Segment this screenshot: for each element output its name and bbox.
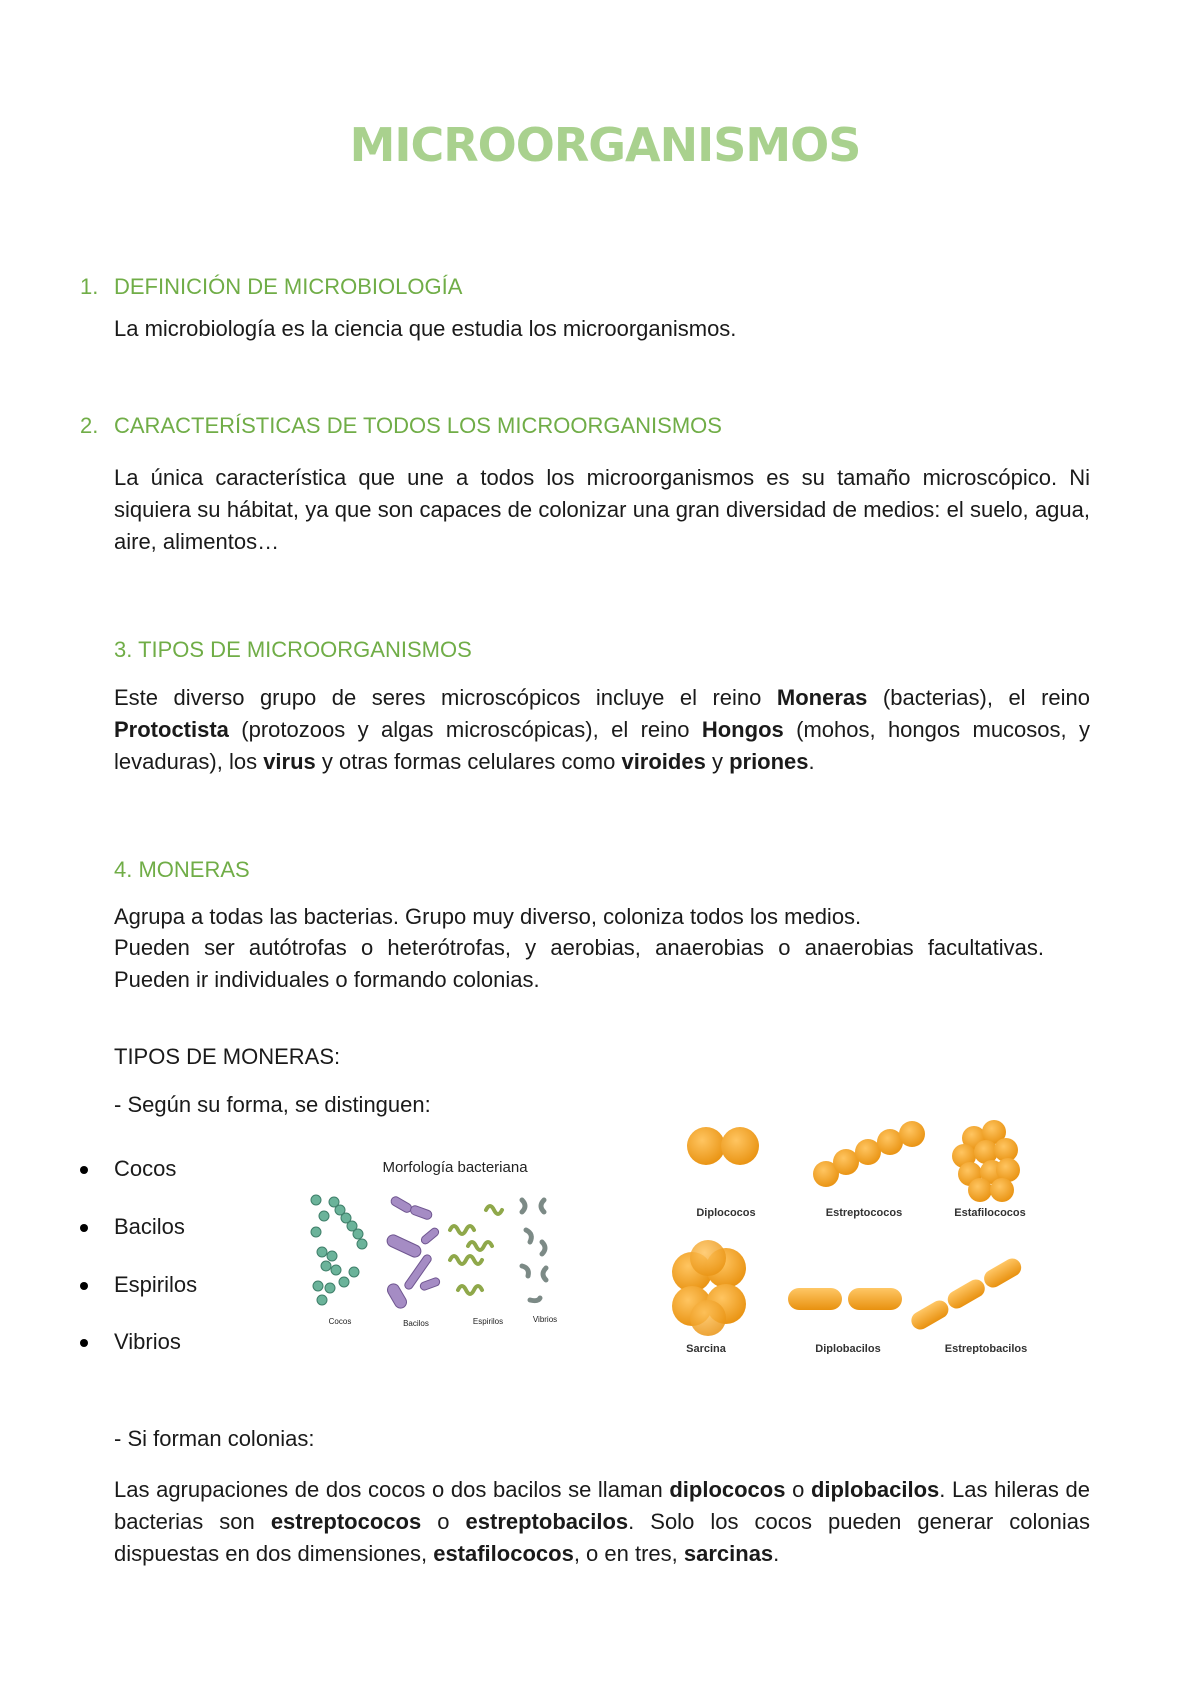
bullet-icon [80, 1224, 88, 1232]
bullet-icon [80, 1339, 88, 1347]
diplobacilli-illustration [788, 1288, 902, 1310]
diplococci-illustration [687, 1127, 759, 1165]
morphology-title: Morfología bacteriana [382, 1159, 528, 1176]
section-4-line-1: Agrupa a todas las bacterias. Grupo muy diverso, coloniza todos los medios. [114, 904, 862, 929]
section-1-heading: DEFINICIÓN DE MICROBIOLOGÍA [114, 274, 463, 299]
page-title: MICROORGANISMOS [349, 118, 861, 172]
bullet-icon [80, 1282, 88, 1290]
sarcina-illustration [672, 1240, 746, 1336]
section-2-text: La única característica que une a todos los microorganismos es su tamaño microscópico. Ni siquiera su hábitat, ya que son capaces de colonizar una gran diversidad de medios: el suelo, agua, aire, alimentos… [114, 465, 1090, 554]
cocci-label: Cocos [328, 1317, 352, 1326]
diplococci-label: Diplococos [696, 1207, 756, 1219]
bullet-icon [80, 1166, 88, 1174]
streptococci-label: Estreptococos [825, 1207, 903, 1219]
term-estafilococos: estafilococos [433, 1541, 574, 1566]
vibrio-label: Vibrios [532, 1315, 558, 1324]
section-4-heading: 4. MONERAS [114, 857, 250, 882]
staphylococci-label: Estafilococos [954, 1207, 1026, 1219]
term-diplobacilos: diplobacilos [810, 1477, 940, 1502]
term-priones: priones [729, 749, 809, 774]
streptococci-illustration [813, 1121, 925, 1187]
colonies-intro: - Si forman colonias: [114, 1426, 315, 1451]
term-hongos: Hongos [701, 717, 784, 742]
section-4-line-2: Pueden ser autótrofas o heterótrofas, y aerobias, anaerobias o anaerobias facultativas. Pueden ir individuales o formando colonias. [114, 935, 1044, 992]
term-moneras: Moneras [776, 685, 868, 710]
bacilli-illustration [385, 1195, 441, 1310]
morphology-figure [300, 1150, 610, 1330]
term-diplococos: diplococos [669, 1477, 786, 1502]
spirilla-label: Espirilos [472, 1317, 504, 1326]
section-2-number: 2. [80, 413, 99, 438]
colonies-figure [668, 1118, 1068, 1354]
section-1-text: La microbiología es la ciencia que estudia los microorganismos. [114, 316, 737, 341]
diplobacilli-label: Diplobacilos [815, 1343, 881, 1354]
section-3-heading: 3. TIPOS DE MICROORGANISMOS [114, 637, 472, 662]
shape-intro: - Según su forma, se distinguen: [114, 1092, 431, 1117]
streptobacilli-label: Estreptobacilos [944, 1343, 1028, 1354]
colonies-text: Las agrupaciones de dos cocos o dos bacilos se llaman diplococos o diplobacilos. Las hileras de bacterias son estreptococos o estreptobacilos. Solo los cocos pueden generar colonias dispuestas en dos dimensiones, estafilococos, o en tres, sarcinas. [114, 1477, 1091, 1566]
types-title: TIPOS DE MONERAS: [114, 1044, 341, 1069]
staphylococci-illustration [952, 1120, 1020, 1202]
section-3-text: Este diverso grupo de seres microscópicos incluye el reino Moneras (bacterias), el reino Protoctista (protozoos y algas microscópicas), el reino Hongos (mohos, hongos mucosos, y levaduras), los virus y otras formas celulares como viroides y priones. [114, 685, 1090, 774]
vibrio-illustration [522, 1200, 546, 1301]
section-1-number: 1. [80, 274, 99, 299]
sarcina-label: Sarcina [686, 1343, 726, 1354]
streptobacilli-illustration [908, 1255, 1024, 1333]
cocci-illustration [311, 1195, 367, 1305]
term-protoctista: Protoctista [114, 717, 229, 742]
term-virus: virus [263, 749, 316, 774]
spirilla-illustration [450, 1206, 502, 1294]
bacilli-label: Bacilos [403, 1319, 429, 1328]
term-sarcinas: sarcinas [683, 1541, 774, 1566]
section-2-heading: CARACTERÍSTICAS DE TODOS LOS MICROORGANISMOS [114, 413, 722, 438]
term-estreptobacilos: estreptobacilos [465, 1509, 629, 1534]
term-viroides: viroides [621, 749, 706, 774]
term-estreptococos: estreptococos [270, 1509, 422, 1534]
